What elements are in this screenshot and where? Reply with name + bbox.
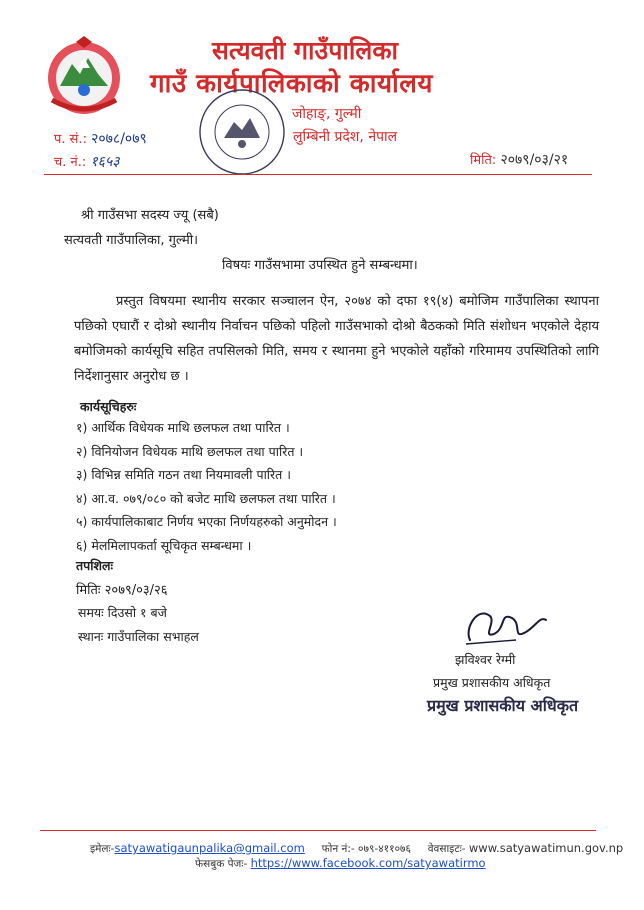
cn-value: १६५३	[90, 154, 120, 170]
facebook-label: फेसबुक पेजः-	[195, 858, 248, 870]
address-line-1: जोहाङ्, गुल्मी	[292, 106, 362, 122]
header-divider	[44, 174, 592, 175]
signatory-stamp-title: प्रमुख प्रशासकीय अधिकृत	[427, 696, 579, 715]
website-value[interactable]: www.satyawatimun.gov.np	[468, 841, 624, 855]
agenda-item: ६) मेलमिलापकर्ता सूचिकृत सम्बन्धमा ।	[76, 537, 252, 553]
ps-label: प. सं.:	[54, 132, 87, 147]
office-title: सत्यवती गाउँपालिका	[212, 36, 399, 65]
nepal-emblem-icon	[42, 34, 126, 118]
footer-facebook-line	[195, 856, 486, 871]
schedule-time: समयः दिउसो १ बजे	[78, 605, 167, 620]
recipient-line-1: श्री गाउँसभा सदस्य ज्यू (सबै)	[81, 208, 219, 223]
agenda-item: १) आर्थिक विधेयक माथि छलफल तथा पारित ।	[76, 420, 290, 435]
agenda-list	[76, 419, 337, 560]
cn-label: च. नं.:	[54, 155, 87, 170]
agenda-item: ४) आ.व. ०७९/०८० को बजेट माथि छलफल तथा पारित ।	[76, 490, 336, 506]
agenda-heading: कार्यसूचिहरुः	[80, 399, 137, 414]
office-subtitle: गाउँ कार्यपालिकाको कार्यालय	[150, 69, 433, 99]
ps-row	[54, 129, 147, 148]
schedule-heading: तपशिलः	[76, 558, 113, 573]
cn-row	[54, 152, 120, 171]
phone-value: ०७९-४११०७६	[358, 843, 411, 855]
date-label: मिति:	[470, 153, 497, 168]
agenda-item: ३) विभिन्न समिति गठन तथा नियमावली पारित ।	[76, 467, 291, 482]
signature-image	[456, 598, 552, 652]
agenda-item: ५) कार्यपालिकाबाट निर्णय भएका निर्णयहरुको अनुमोदन ।	[76, 514, 337, 529]
email-label: इमेलः-	[90, 843, 115, 855]
signatory-title: प्रमुख प्रशासकीय अधिकृत	[433, 675, 551, 690]
facebook-link[interactable]: https://www.facebook.com/satyawatirmo	[250, 856, 486, 870]
agenda-item: २) विनियोजन विधेयक माथि छलफल तथा पारित ।	[76, 443, 304, 459]
recipient-line-2: सत्यवती गाउँपालिका, गुल्मी।	[64, 233, 199, 248]
schedule-date: मितिः २०७९/०३/२६	[76, 583, 168, 598]
phone-label: फोन नं:-	[321, 843, 355, 855]
date-value: २०७९/०३/२१	[500, 152, 569, 168]
website-label: वेवसाइटः-	[427, 843, 466, 855]
body-paragraph: प्रस्तुत विषयमा स्थानीय सरकार सञ्चालन ऐन, २०७४ को दफा १९(४) बमोजिम गाउँपालिका स्थापना पछिको एघारौं र दोश्रो स्थानीय निर्वाचन पछिको पहिलो गाउँसभाको दोश्रो बैठकको मिति संशोधन भएकोले देहाय बमोजिमको कार्यसूचि सहित तपसिलको मिति, समय र स्थानमा हुने भएकोले यहाँको गरिमामय उपस्थितिको लागि निर्देशानुसार अनुरोध छ ।	[74, 294, 599, 384]
signatory-name: झविश्वर रेग्मी	[455, 652, 516, 667]
footer-divider	[40, 830, 596, 831]
email-link[interactable]: satyawatigaunpalika@gmail.com	[114, 841, 305, 855]
ps-value: २०७८/०७९	[91, 131, 147, 147]
office-stamp	[196, 86, 288, 178]
date-row	[470, 150, 568, 169]
address-line-2: लुम्बिनी प्रदेश, नेपाल	[293, 129, 398, 145]
footer-contact-line	[90, 841, 623, 856]
schedule-place: स्थानः गाउँपालिका सभाहल	[78, 629, 199, 644]
subject-line: विषयः गाउँसभामा उपस्थित हुने सम्बन्धमा।	[222, 258, 418, 273]
